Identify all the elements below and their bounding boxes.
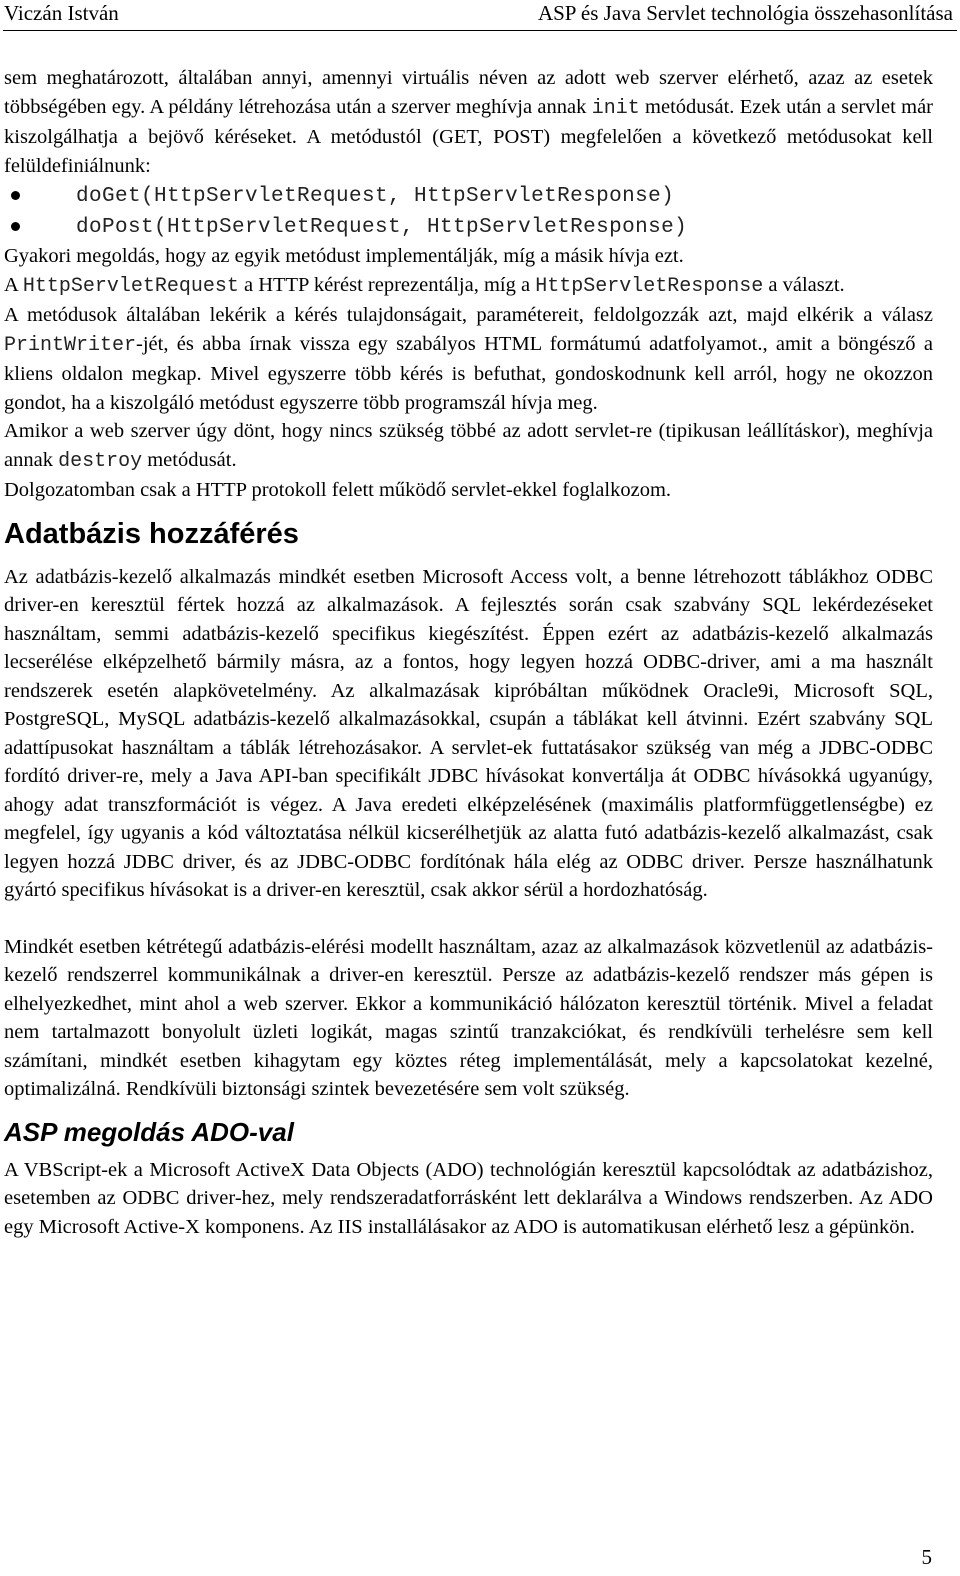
code-init: init <box>591 96 640 120</box>
code-request: HttpServletRequest <box>22 274 239 298</box>
code-printwriter: PrintWriter <box>4 333 137 357</box>
method-doget: doGet(HttpServletRequest, HttpServletResponse) <box>76 185 675 208</box>
page-header <box>0 0 960 30</box>
intro-paragraph-4 <box>4 301 933 417</box>
intro-paragraph-2: Gyakori megoldás, hogy az egyik metódust implementálják, míg a másik hívja ezt. <box>4 245 684 267</box>
list-item <box>4 211 933 242</box>
bullet-icon <box>11 191 20 200</box>
list-item <box>4 180 933 211</box>
text-run: -jét, és abba írnak vissza egy szabályos HTML formátumú adatfolyamot., amit a böngésző a kliens oldalon megkap. Mivel egyszerre több kérés is befuthat, gondoskodnunk kell arról, hogy ne okozzon gondot, ha a kiszolgáló metódust egyszerre több programszál hívja meg. <box>4 332 933 414</box>
text-run: metódusát. Ezek után a servlet már kiszolgálhatja a bejövő kéréseket. A metódustól (GET, POST) megfelelően a következő metódusokat kell felüldefiniálnunk: <box>4 95 934 177</box>
intro-paragraph-1 <box>4 64 933 180</box>
page-number: 5 <box>921 1545 932 1569</box>
asp-ado-paragraph: A VBScript-ek a Microsoft ActiveX Data Objects (ADO) technológián keresztül kapcsolódtak az adatbázishoz, esetemben az ODBC driver-hez, mely rendszeradatforrásként lett deklarálva a Windows rendszerben. Az ADO egy Microsoft Active-X komponens. Az IIS installálásakor az ADO is automatikusan elérhető lesz a gépünkön. <box>4 1158 933 1238</box>
database-paragraph-2: Mindkét esetben kétrétegű adatbázis-elérési modellt használtam, azaz az alkalmazások közvetlenül az adatbázis-kezelő rendszerrel kommunikálnak a driver-en keresztül. Persze az adatbázis-kezelő rendszer más gépen is elhelyezkedhet, mint ahol a web szerver. Ekkor a kommunikáció hálózaton keresztül történik. Mivel a feladat nem tartalmazott bonyolult üzleti logikát, magas szintű tranzakciókat, és rendkívüli terhelésre sem kell számítani, mindkét esetben kihagytam egy köztes réteg implementálását, mely a kapcsolatokat kezelné, optimalizálná. Rendkívüli biztonsági szintek bevezetésére sem volt szükség. <box>4 935 933 1100</box>
database-paragraph-1: Az adatbázis-kezelő alkalmazás mindkét esetben Microsoft Access volt, a benne létrehozott táblákhoz ODBC driver-en keresztül fértek hozzá az alkalmazások. A fejlesztés során csak szabvány SQL lekérdezéseket használtam, semmi adatbázis-kezelő specifikus kiegészítést. Éppen ezért az adatbázis-kezelő alkalmazás lecserélése elképzelhető bármily másra, az a fontos, hogy legyen hozzá ODBC-driver, ami a ma használt rendszerek esetén alapkövetelmény. Az alkalmazásak kipróbáltan működnek Oracle9i, Microsoft SQL, PostgreSQL, MySQL adatbázis-kezelő alkalmazásokkal, csupán a táblákat kell átvinni. Ezért szabvány SQL adattípusokat használtam a táblák létrehozásakor. A servlet-ek futtatásakor szükség van még a JDBC-ODBC fordító driver-re, mely a Java API-ban specifikált JDBC hívásokat konvertálja át ODBC hívásokká ugyanúgy, ahogy adat transzformációt is végez. A Java eredeti elképzelésének (maximális platformfüggetlenségbe) ez megfelel, így ugyanis a kód változtatása nélkül kicserélhetjük az alatta futó adatbázis-kezelő alkalmazást, csak legyen hozzá JDBC driver, és az JDBC-ODBC fordítónak hála elég az ODBC driver. Persze használhatunk gyártó specifikus hívásokat is a driver-en keresztül, csak akkor sérül a hordozhatóság. <box>4 565 933 901</box>
bullet-icon <box>11 222 20 231</box>
text-run: a választ. <box>763 273 845 296</box>
method-list <box>4 180 933 242</box>
code-response: HttpServletResponse <box>535 274 764 298</box>
text-run: Amikor a web szerver úgy dönt, hogy nincs szükség többé az adott servlet-re (tipikusan leállításkor), meghívja annak <box>4 420 933 471</box>
intro-paragraph-6: Dolgozatomban csak a HTTP protokoll felett működő servlet-ekkel foglalkozom. <box>4 479 672 501</box>
section-heading-asp-ado: ASP megoldás ADO-val <box>4 1116 294 1147</box>
code-destroy: destroy <box>58 449 143 473</box>
intro-paragraph-3 <box>4 271 933 302</box>
header-title: ASP és Java Servlet technológia összehasonlítása <box>537 1 953 25</box>
section-heading-database: Adatbázis hozzáférés <box>4 517 299 550</box>
text-run: A <box>4 273 23 296</box>
text-run: sem meghatározott, általában annyi, amennyi virtuális néven az adott web szerver elérhető, azaz az esetek többségében egy. A példány létrehozása után a szerver meghívja annak <box>4 67 933 118</box>
document-body <box>4 64 933 1241</box>
intro-paragraph-5 <box>4 417 933 476</box>
header-author: Viczán István <box>4 1 119 25</box>
text-run: metódusát. <box>142 448 237 471</box>
text-run: a HTTP kérést reprezentálja, míg a <box>238 273 536 296</box>
paragraph-gap <box>4 905 933 933</box>
text-run: A metódusok általában lekérik a kérés tulajdonságait, paramétereit, feldolgozzák azt, majd elkérik a válasz <box>4 304 933 326</box>
header-rule <box>3 30 957 31</box>
method-dopost: doPost(HttpServletRequest, HttpServletResponse) <box>76 216 688 239</box>
